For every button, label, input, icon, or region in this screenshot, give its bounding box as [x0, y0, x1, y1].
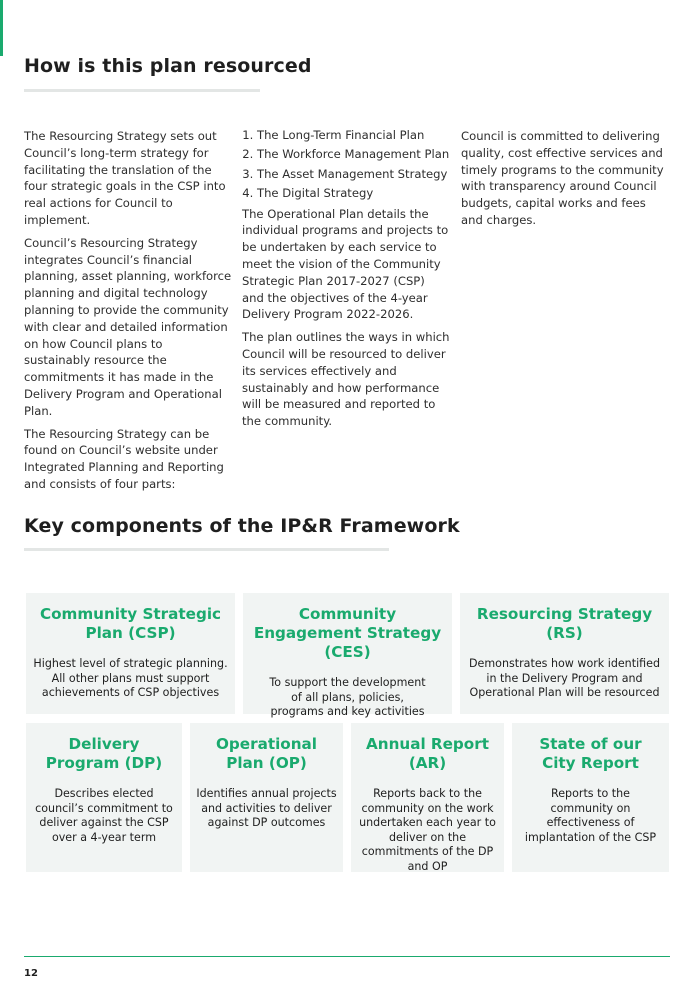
- paragraph: Council is committed to delivering quality, cost effective services and timely programs to the community with transparency around Council budgets, capital works and fees and charges.: [461, 129, 664, 227]
- card-description: Reports to the community on effectiveness of implantation of the CSP: [524, 787, 657, 844]
- card-title: Annual Report (AR): [366, 735, 489, 772]
- title-underline: [24, 89, 260, 92]
- card-description: Demonstrates how work identified in the Delivery Program and Operational Plan will be resourced: [468, 657, 661, 700]
- card-rs: [460, 593, 669, 714]
- paragraph: The Resourcing Strategy sets out Council’s long-term strategy for facilitating the translation of the four strategic goals in the CSP into real actions for Council to implement.: [24, 129, 226, 227]
- card-title: Community Strategic Plan (CSP): [39, 605, 222, 642]
- section-title-framework: Key components of the IP&R Framework: [24, 515, 460, 537]
- paragraph: Council’s Resourcing Strategy integrates Council’s financial planning, asset planning, workforce planning and digital technology planning to provide the community with clear and detailed information on how Council plans to sustainably resource the commitments it has made in the Delivery Program and Operational Plan.: [24, 235, 232, 418]
- list-item: 3. The Asset Management Strategy: [257, 167, 450, 182]
- resourcing-parts-list: [242, 128, 450, 201]
- card-op: [190, 723, 343, 872]
- card-title: Resourcing Strategy (RS): [476, 605, 653, 642]
- paragraph: The Operational Plan details the individual programs and projects to be undertaken by each service to meet the vision of the Community Strategic Plan 2017-2027 (CSP) and the objectives of the 4-year Delivery Program 2022-2026.: [242, 206, 449, 322]
- card-title: Operational Plan (OP): [216, 735, 317, 772]
- card-ar: [351, 723, 504, 872]
- card-description: Highest level of strategic planning. All other plans must support achievements of CSP objectives: [33, 657, 228, 700]
- card-description: Describes elected council’s commitment to deliver against the CSP over a 4-year term: [35, 787, 173, 844]
- card-title: State of our City Report: [539, 735, 642, 772]
- title-underline: [24, 548, 389, 551]
- paragraph: The Resourcing Strategy can be found on Council’s website under Integrated Planning and Reporting and consists of four parts:: [24, 426, 224, 491]
- paragraph: The plan outlines the ways in which Council will be resourced to deliver its services effectively and sustainably and how performance will be measured and reported to the community.: [242, 330, 450, 429]
- text-column-1: [24, 128, 232, 499]
- card-description: To support the development of all plans, policies, programs and key activities: [269, 676, 426, 719]
- card-title: Delivery Program (DP): [45, 735, 163, 772]
- text-column-3: [461, 128, 669, 235]
- card-title: Community Engagement Strategy (CES): [253, 605, 442, 661]
- section-title-resourcing: How is this plan resourced: [24, 55, 312, 77]
- card-description: Identifies annual projects and activities to deliver against DP outcomes: [196, 787, 337, 830]
- card-csp: [26, 593, 235, 714]
- list-item: 2. The Workforce Management Plan: [257, 147, 450, 162]
- card-state-of-city: [512, 723, 669, 872]
- accent-bar: [0, 0, 3, 56]
- footer-rule: [24, 956, 670, 957]
- card-description: Reports back to the community on the work undertaken each year to deliver on the commitments of the DP and OP: [359, 787, 496, 873]
- card-ces: [243, 593, 452, 719]
- page-number: 12: [24, 968, 38, 979]
- list-item: 1. The Long-Term Financial Plan: [257, 128, 450, 143]
- list-item: 4. The Digital Strategy: [257, 186, 450, 201]
- card-dp: [26, 723, 182, 872]
- text-column-2: [242, 128, 450, 436]
